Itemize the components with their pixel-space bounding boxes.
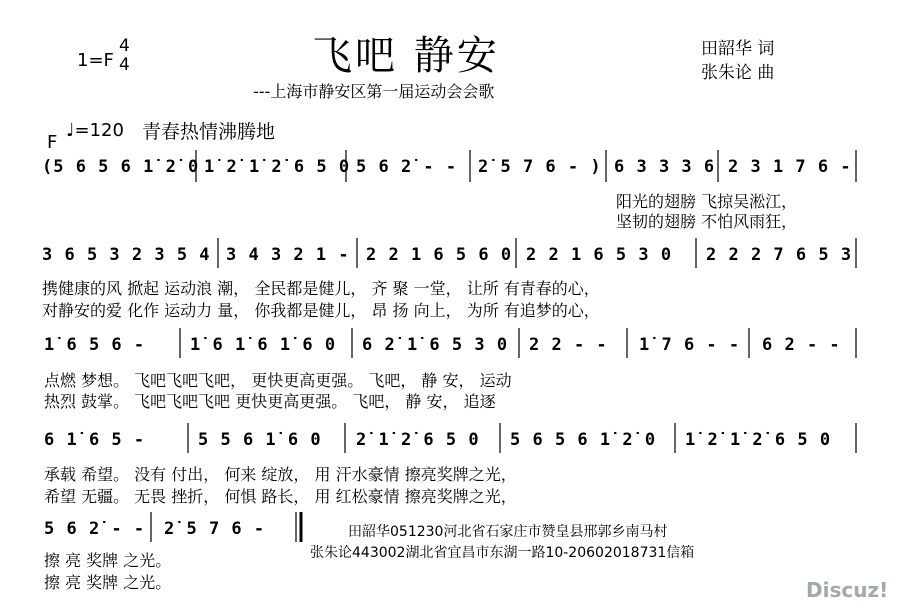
measure-1-1: (5 6 5 6 1̇ 2̇ 0 [42,157,200,177]
measure-1-2: 1̇ 2̇ 1̇ 2̇ 6 5 0 [204,157,351,177]
measure-4-5: 1̇ 2̇ 1̇ 2̇ 6 5 0 [685,430,832,450]
lyric-row-5-verse-2: 擦 亮 奖牌 之光。 [44,573,172,592]
measure-3-4: 2 2 - - [529,335,608,355]
measure-3-2: 1̇ 6 1̇ 6 1̇ 6 0 [190,335,337,355]
measure-2-5: 2 2 2 7 6 5 3 [706,245,853,265]
measure-1-5: 6 3 3 3 6 [614,157,716,177]
measure-4-1: 6 1̇ 6 5 - [44,430,146,450]
measure-1-3: 5 6 2̇ - - [356,157,458,177]
expression-marking: 青春热情沸腾地 [142,121,276,143]
time-signature-top: 4 [119,36,130,56]
lyric-row-4-verse-1: 承载 希望。 没有 付出， 何来 绽放， 用 汗水豪情 擦亮奖牌之光， [44,465,517,484]
lyric-row-4-verse-2: 希望 无疆。 无畏 挫折， 何惧 路长， 用 红松豪情 擦亮奖牌之光， [44,487,517,506]
measure-3-5: 1̇ 7 6 - - [639,335,741,355]
composer-address: 张朱论443002湖北省宜昌市东湖一路10-20602018731信箱 [310,545,695,561]
time-signature-bottom: 4 [119,55,130,75]
measure-4-2: 5 5 6 1̇ 6 0 [198,430,322,450]
measure-4-3: 2̇ 1̇ 2̇ 6 5 0 [356,430,480,450]
measure-2-4: 2 2 1 6 5 3 0 [526,245,673,265]
measure-1-6: 2 3 1 7 6 - [728,157,852,177]
measure-5-1: 5 6 2̇ - - [44,519,146,539]
tempo-key-letter: F [47,132,58,153]
tempo-marking: ♩=120 [66,120,124,141]
measure-3-6: 6 2 - - [762,335,841,355]
lyric-row-3-verse-2: 热烈 鼓掌。 飞吧飞吧飞吧 更快更高更强。 飞吧， 静 安， 追逐 [44,392,496,411]
song-title: 飞吧 静安 [312,33,500,79]
key-signature: 1=F [77,50,114,71]
measure-5-2: 2̇ 5 7 6 - [164,519,266,539]
measure-1-4: 2̇ 5 7 6 - ) [478,157,602,177]
lyricist-credit: 田韶华 词 [701,39,775,59]
measure-2-3: 2 2 1 6 5 6 0 [366,245,513,265]
lyric-row-2-verse-1: 携健康的风 掀起 运动浪 潮， 全民都是健儿， 齐 聚 一堂， 让所 有青春的心， [42,279,600,298]
lyric-row-3-verse-1: 点燃 梦想。 飞吧飞吧飞吧， 更快更高更强。 飞吧， 静 安， 运动 [44,371,512,390]
lyricist-address: 田韶华051230河北省石家庄市赞皇县邢郭乡南马村 [348,524,668,540]
measure-4-4: 5 6 5 6 1̇ 2̇ 0 [510,430,657,450]
lyric-row-1-verse-1: 阳光的翅膀 飞掠吴淞江， [616,192,798,211]
lyric-row-2-verse-2: 对静安的爱 化作 运动力 量， 你我都是健儿， 昂 扬 向上， 为所 有追梦的心， [42,301,600,320]
site-watermark: Discuz! [806,578,889,602]
song-subtitle: ---上海市静安区第一届运动会会歌 [253,82,495,101]
measure-2-1: 3 6 5 3 2 3 5 4 [42,245,211,265]
measure-3-1: 1̇ 6 5 6 - [44,335,146,355]
composer-credit: 张朱论 曲 [701,63,775,83]
measure-2-2: 3 4 3 2 1 - [226,245,350,265]
lyric-row-1-verse-2: 坚韧的翅膀 不怕风雨狂， [616,212,798,231]
measure-3-3: 6 2̇ 1̇ 6 5 3 0 [362,335,509,355]
lyric-row-5-verse-1: 擦 亮 奖牌 之光。 [44,551,172,570]
